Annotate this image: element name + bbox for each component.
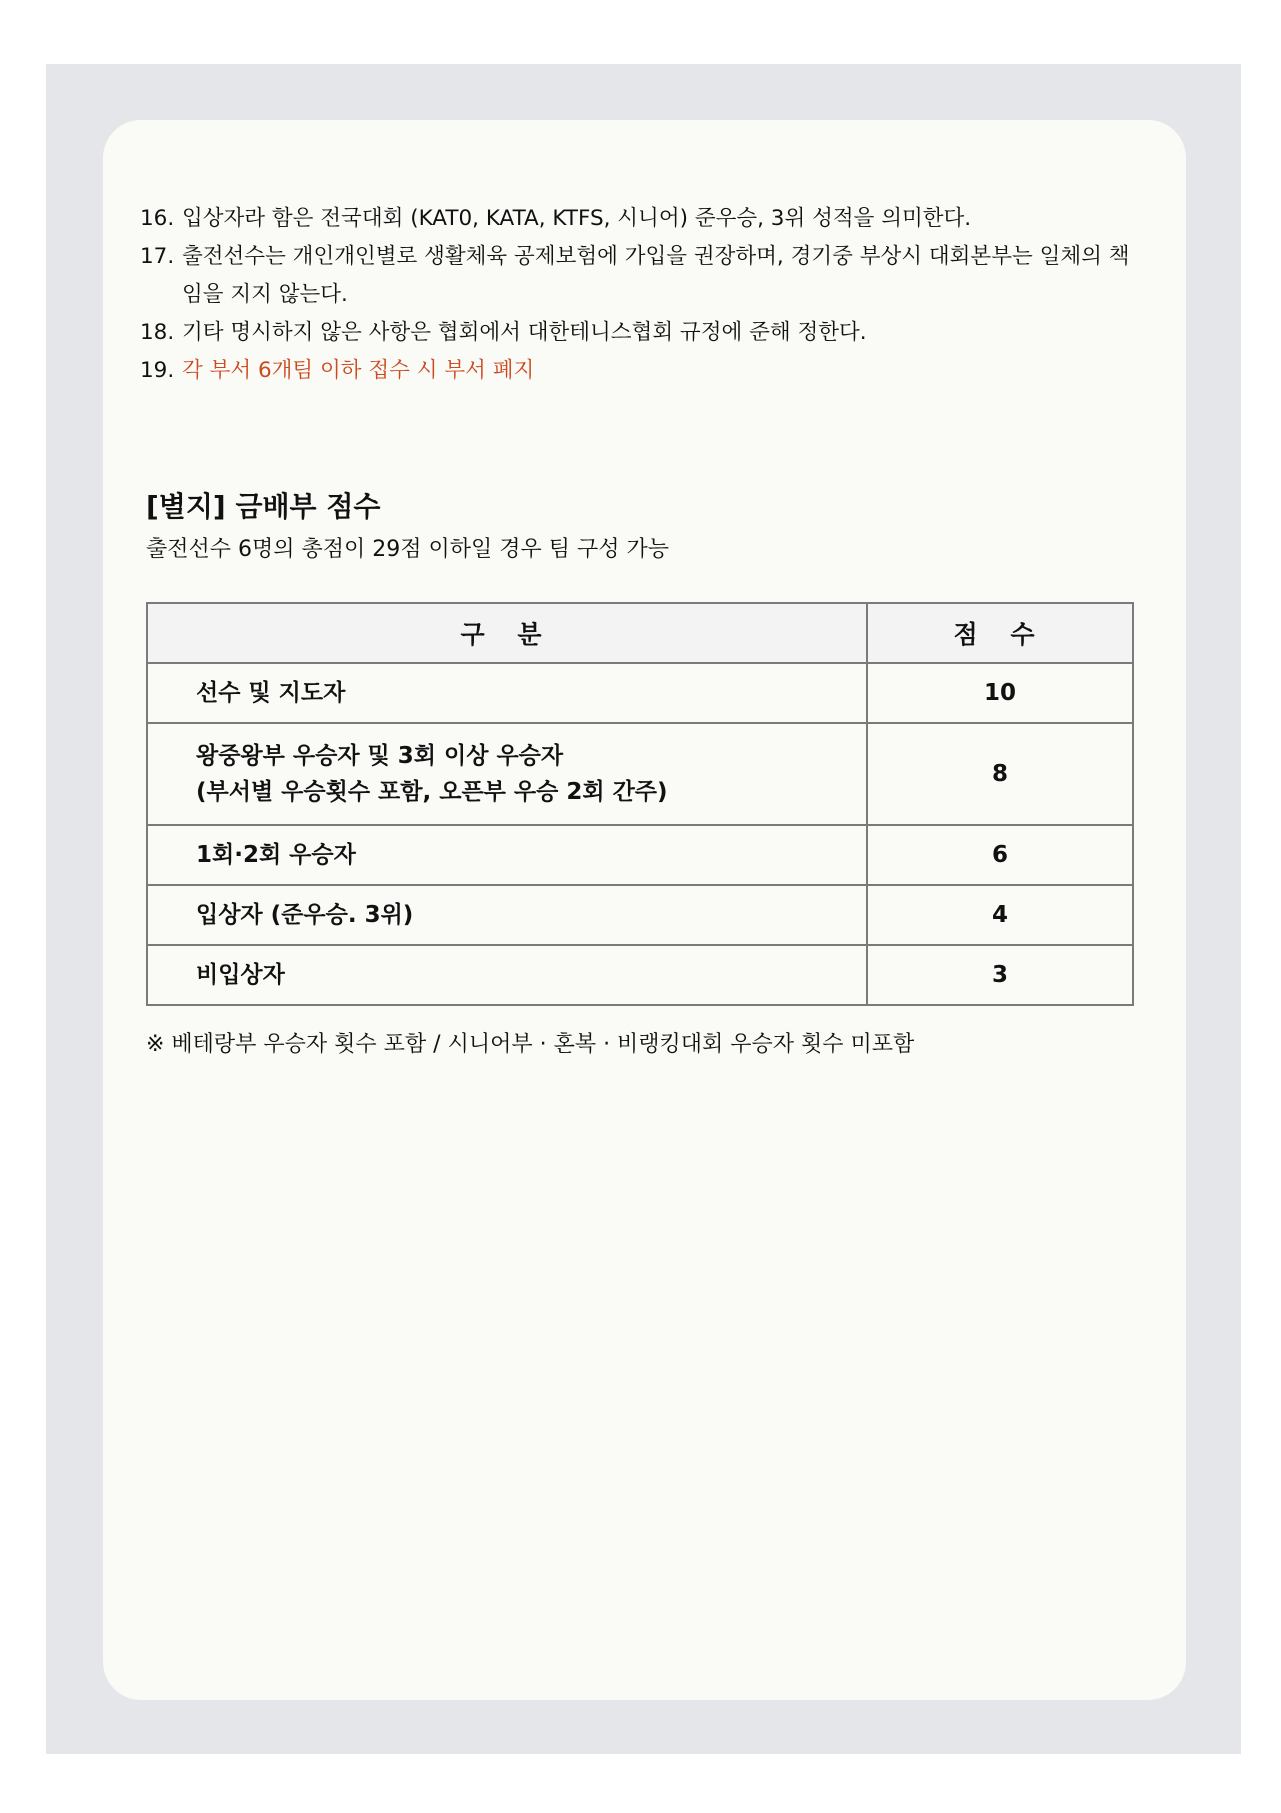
rule-number: 18. bbox=[140, 320, 175, 345]
score-table bbox=[146, 602, 1134, 1006]
table-header-row bbox=[147, 603, 1133, 663]
header-points: 점 수 bbox=[867, 603, 1133, 663]
table-row bbox=[147, 825, 1133, 885]
category-text: 1회·2회 우승자 bbox=[196, 842, 356, 868]
category-text: 비입상자 bbox=[196, 962, 285, 988]
table-row bbox=[147, 723, 1133, 825]
appendix-title: [별지] 금배부 점수 bbox=[146, 490, 381, 523]
row-points: 10 bbox=[867, 663, 1133, 723]
category-text: 입상자 (준우승. 3위) bbox=[196, 902, 414, 928]
rule-text: 입상자라 함은 전국대회 (KAT0, KATA, KTFS, 시니어) 준우승, 3위 성적을 의미한다. bbox=[182, 206, 972, 231]
rule-number: 16. bbox=[140, 206, 175, 231]
header-category: 구 분 bbox=[147, 603, 867, 663]
table-row bbox=[147, 663, 1133, 723]
row-points: 8 bbox=[867, 723, 1133, 825]
rule-number: 19. bbox=[140, 358, 175, 383]
row-category bbox=[147, 723, 867, 825]
rules-list bbox=[140, 200, 1130, 390]
row-category bbox=[147, 825, 867, 885]
rule-number: 17. bbox=[140, 244, 175, 269]
rule-18 bbox=[140, 314, 1130, 352]
table-row bbox=[147, 945, 1133, 1005]
category-text: 왕중왕부 우승자 및 3회 이상 우승자 bbox=[196, 743, 564, 769]
row-category bbox=[147, 885, 867, 945]
rule-text-highlight: 각 부서 6개팀 이하 접수 시 부서 폐지 bbox=[182, 358, 535, 383]
category-text: 선수 및 지도자 bbox=[196, 680, 346, 706]
rule-text: 기타 명시하지 않은 사항은 협회에서 대한테니스협회 규정에 준해 정한다. bbox=[182, 320, 867, 345]
rule-text: 출전선수는 개인개인별로 생활체육 공제보험에 가입을 권장하며, 경기중 부상시 대회본부는 일체의 책임을 지지 않는다. bbox=[182, 244, 1130, 307]
row-points: 6 bbox=[867, 825, 1133, 885]
row-category bbox=[147, 945, 867, 1005]
footnote: ※ 베테랑부 우승자 횟수 포함 / 시니어부 · 혼복 · 비랭킹대회 우승자 횟수 미포함 bbox=[146, 1032, 915, 1057]
rule-17 bbox=[140, 238, 1130, 314]
row-points: 4 bbox=[867, 885, 1133, 945]
table-row bbox=[147, 885, 1133, 945]
rule-16 bbox=[140, 200, 1130, 238]
appendix-subtitle: 출전선수 6명의 총점이 29점 이하일 경우 팀 구성 가능 bbox=[146, 537, 669, 562]
row-points: 3 bbox=[867, 945, 1133, 1005]
category-note: (부서별 우승횟수 포함, 오픈부 우승 2회 간주) bbox=[196, 779, 668, 805]
rule-19 bbox=[140, 352, 1130, 390]
row-category bbox=[147, 663, 867, 723]
